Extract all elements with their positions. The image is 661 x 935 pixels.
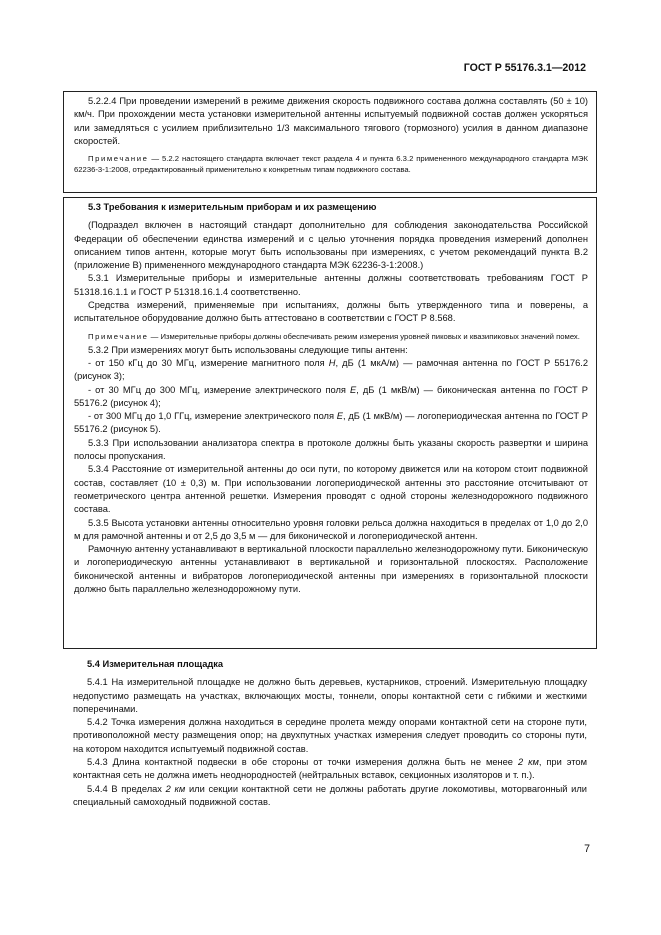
section-heading-5-3: 5.3 Требования к измерительным приборам и их размещению [88,202,377,212]
note-5-2-2 [74,153,588,175]
clause-5-3-4: 5.3.4 Расстояние от измерительной антенны до оси пути, по которому движется или на котором стоит подвижной состав, составляет (10 ± 0,3) м. При использовании логопериодической антенны это расстояние отсчитывают от геометрического центра антенной решетки. Измерения проводят с одной стороны железнодорожного подвижного состава. [74,464,588,515]
list-item-log-periodic-antenna: - от 300 МГц до 1,0 ГГц, измерение электрического поля E, дБ (1 мкВ/м) — логопериодическая антенна по ГОСТ Р 55176.2 (рисунок 5). [74,411,588,435]
clause-5-2-2-4: 5.2.2.4 При проведении измерений в режиме движения скорость подвижного состава должна составлять (50 ± 10) км/ч. При прохождении места установки измерительной антенны испытуемый подвижной состав должен ускоряться или замедляться с усилием приблизительно 1/3 максимального тягового (тормозного) усилия в данном диапазоне скоростей. [74,96,588,146]
document-header: ГОСТ Р 55176.3.1—2012 [463,62,586,74]
note-5-3 [74,331,588,342]
framed-block-5-3 [63,197,597,649]
clause-5-3-5: 5.3.5 Высота установки антенны относительно уровня головки рельса должна находиться в пределах от 1,0 до 2,0 м для рамочной антенны и от 2,5 до 3,5 м — для биконической и логопериодической антенн. [74,517,588,541]
clause-5-4-4: 5.4.4 В пределах 2 км или секции контактной сети не должны работать другие локомотивы, моторвагонный или специальный самоходный подвижной состав. [73,783,587,807]
paragraph-5-3-intro: (Подраздел включен в настоящий стандарт дополнительно для соблюдения законодательства Российской Федерации об обеспечении единства измерений и с целью уточнения порядка проведения измерений дополнен описанием типов антенн, которые могут быть использованы при измерениях, с учетом рекомендаций пункта В.2 (приложение В) примененного международного стандарта МЭК 62236-3-1:2008.) [74,220,588,271]
clause-5-3-3: 5.3.3 При использовании анализатора спектра в протоколе должны быть указаны скорость развертки и ширина полосы пропускания. [74,437,588,462]
list-item-biconical-antenna: - от 30 МГц до 300 МГц, измерение электрического поля E, дБ (1 мкВ/м) — биконическая антенна по ГОСТ Р 55176.2 (рисунок 4); [74,384,589,408]
framed-block-5-2-2-4 [63,91,597,193]
clause-5-3-1: 5.3.1 Измерительные приборы и измерительные антенны должны соответствовать требованиям ГОСТ Р 51318.16.1.1 и ГОСТ Р 51318.16.1.4 соответственно. [74,273,588,297]
list-item-loop-antenna: - от 150 кГц до 30 МГц, измерение магнитного поля H, дБ (1 мкА/м) — рамочная антенна по ГОСТ Р 55176.2 (рисунок 3); [74,357,588,382]
paragraph-instruments: Средства измерений, применяемые при испытаниях, должны быть утвержденного типа и поверены, а испытательное оборудование должно быть аттестовано в соответствии с ГОСТ Р 8.568. [74,300,588,324]
paragraph-antenna-orientation: Рамочную антенну устанавливают в вертикальной плоскости параллельно железнодорожному пути. Биконическую и логопериодическую антенны устанавливают в вертикальной и горизонтальной плоскостях. Расположение биконической антенны и вибраторов логопериодической антенны при измерениях в горизонтальной плоскости должно быть параллельно железнодорожному пути. [74,544,588,595]
clause-5-4-2: 5.4.2 Точка измерения должна находиться в середине пролета между опорами контактной сети на стороне пути, противоположной месту размещения опор; на двухпутных участках измерения следует проводить со стороны пути, на котором находится испытуемый подвижной состав. [73,717,587,754]
clause-5-3-2: 5.3.2 При измерениях могут быть использованы следующие типы антенн: [88,344,408,355]
clause-5-4-1: 5.4.1 На измерительной площадке не должно быть деревьев, кустарников, строений. Измерительную площадку недопустимо размещать на участках, включающих мосты, тоннели, опоры контактной сети с гибкими и жесткими поперечинами. [73,677,587,714]
note-text: — Измерительные приборы должны обеспечивать режим измерения уровней пиковых и квазипиковых значений помех. [148,331,580,341]
section-5-4 [73,658,587,809]
page-number: 7 [584,843,590,855]
section-heading-5-4: 5.4 Измерительная площадка [87,659,224,669]
note-label: Примечание [88,331,149,341]
note-label: Примечание [88,154,149,164]
clause-5-4-3: 5.4.3 Длина контактной подвески в обе стороны от точки измерения должна быть не менее 2 км, при этом контактная сеть не должна иметь неоднородностей (нейтральных вставок, секционных изоляторов и т. п.). [73,757,587,781]
note-text: — 5.2.2 настоящего стандарта включает текст раздела 4 и пункта 6.3.2 примененного международного стандарта МЭК 62236-3-1:2008, отредактированный применительно к конкретным типам подвижного состава. [74,154,588,175]
